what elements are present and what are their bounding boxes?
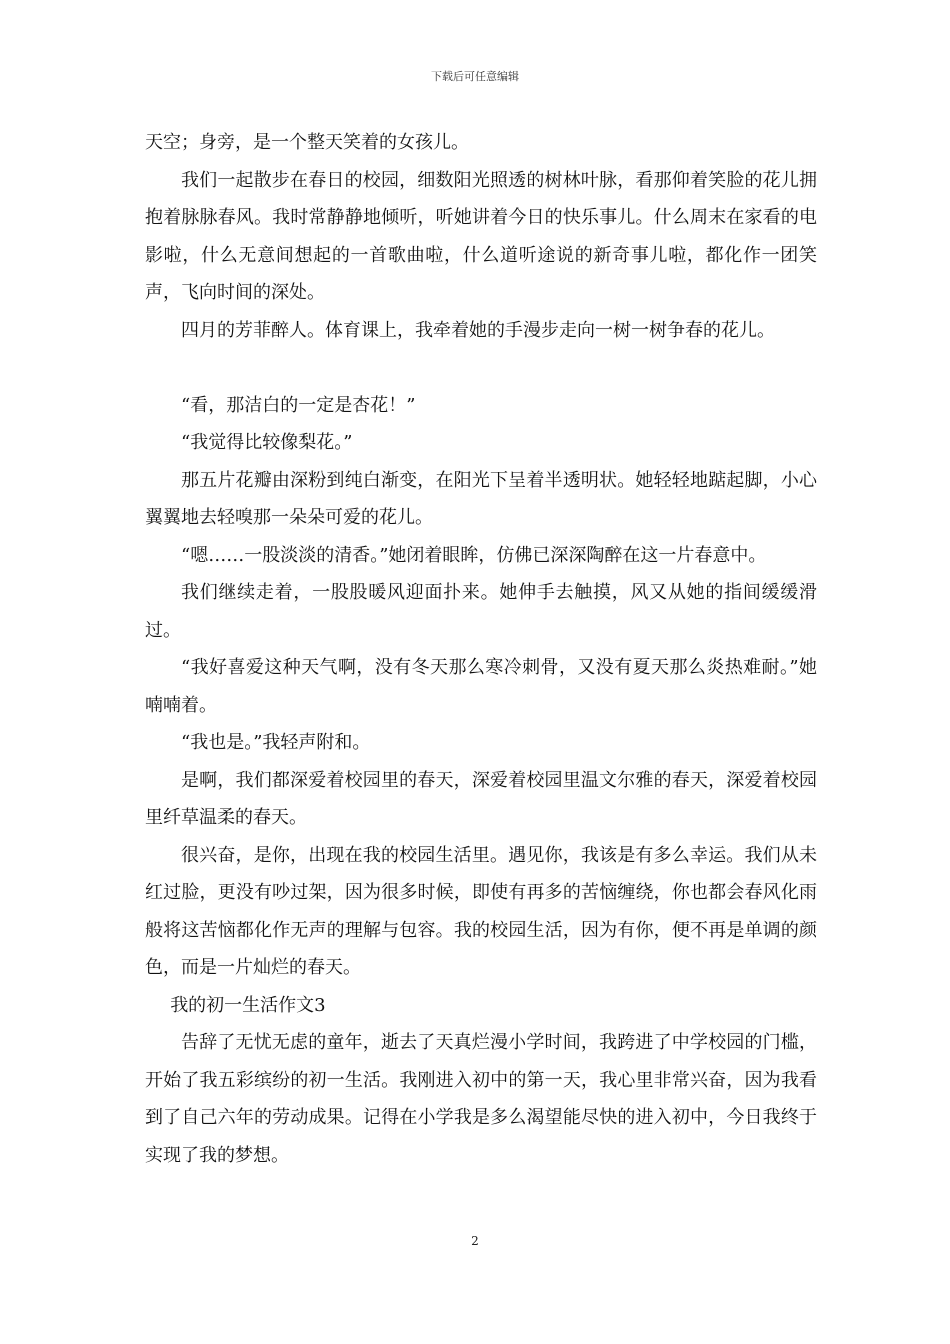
document-body (145, 124, 817, 1174)
paragraph-dialogue: “我也是。”我轻声附和。 (181, 732, 371, 753)
section-heading: 我的初一生活作文3 (170, 994, 326, 1016)
paragraph: 是啊，我们都深爱着校园里的春天，深爱着校园里温文尔雅的春天，深爱着校园里纤草温柔的春天。 (145, 769, 817, 828)
paragraph: 那五片花瓣由深粉到纯白渐变，在阳光下呈着半透明状。她轻轻地踮起脚，小心翼翼地去轻嗅那一朵朵可爱的花儿。 (145, 469, 817, 528)
paragraph-dialogue: “嗯……一股淡淡的清香。”她闭着眼眸，仿佛已深深陶醉在这一片春意中。 (181, 544, 767, 566)
paragraph: 我们一起散步在春日的校园，细数阳光照透的树林叶脉，看那仰着笑脸的花儿拥抱着脉脉春风。我时常静静地倾听，听她讲着今日的快乐事儿。什么周末在家看的电影啦，什么无意间想起的一首歌曲啦，什么道听途说的新奇事儿啦，都化作一团笑声，飞向时间的深处。 (145, 169, 817, 303)
page-number: 2 (471, 1234, 479, 1248)
paragraph-dialogue: “看，那洁白的一定是杏花！” (181, 394, 416, 416)
paragraph: 告辞了无忧无虑的童年，逝去了天真烂漫小学时间，我跨进了中学校园的门槛，开始了我五彩缤纷的初一生活。我刚进入初中的第一天，我心里非常兴奋，因为我看到了自己六年的劳动成果。记得在小学我是多么渴望能尽快的进入初中，今日我终于实现了我的梦想。 (145, 1032, 817, 1166)
paragraph: 我们继续走着，一股股暖风迎面扑来。她伸手去触摸，风又从她的指间缓缓滑过。 (145, 582, 817, 641)
paragraph-dialogue: “我觉得比较像梨花。” (181, 432, 353, 453)
paragraph-dialogue: “我好喜爱这种天气啊，没有冬天那么寒冷刺骨，又没有夏天那么炎热难耐。”她喃喃着。 (145, 657, 817, 716)
paragraph: 很兴奋，是你，出现在我的校园生活里。遇见你，我该是有多么幸运。我们从未红过脸，更没有吵过架，因为很多时候，即使有再多的苦恼缠绕，你也都会春风化雨般将这苦恼都化作无声的理解与包容。我的校园生活，因为有你，便不再是单调的颜色，而是一片灿烂的春天。 (145, 844, 817, 978)
blank-line (145, 349, 817, 387)
paragraph-continuation: 天空；身旁，是一个整天笑着的女孩儿。 (145, 132, 469, 153)
paragraph: 四月的芳菲醉人。体育课上，我牵着她的手漫步走向一树一树争春的花儿。 (181, 319, 775, 341)
page-header: 下载后可任意编辑 (431, 70, 519, 83)
